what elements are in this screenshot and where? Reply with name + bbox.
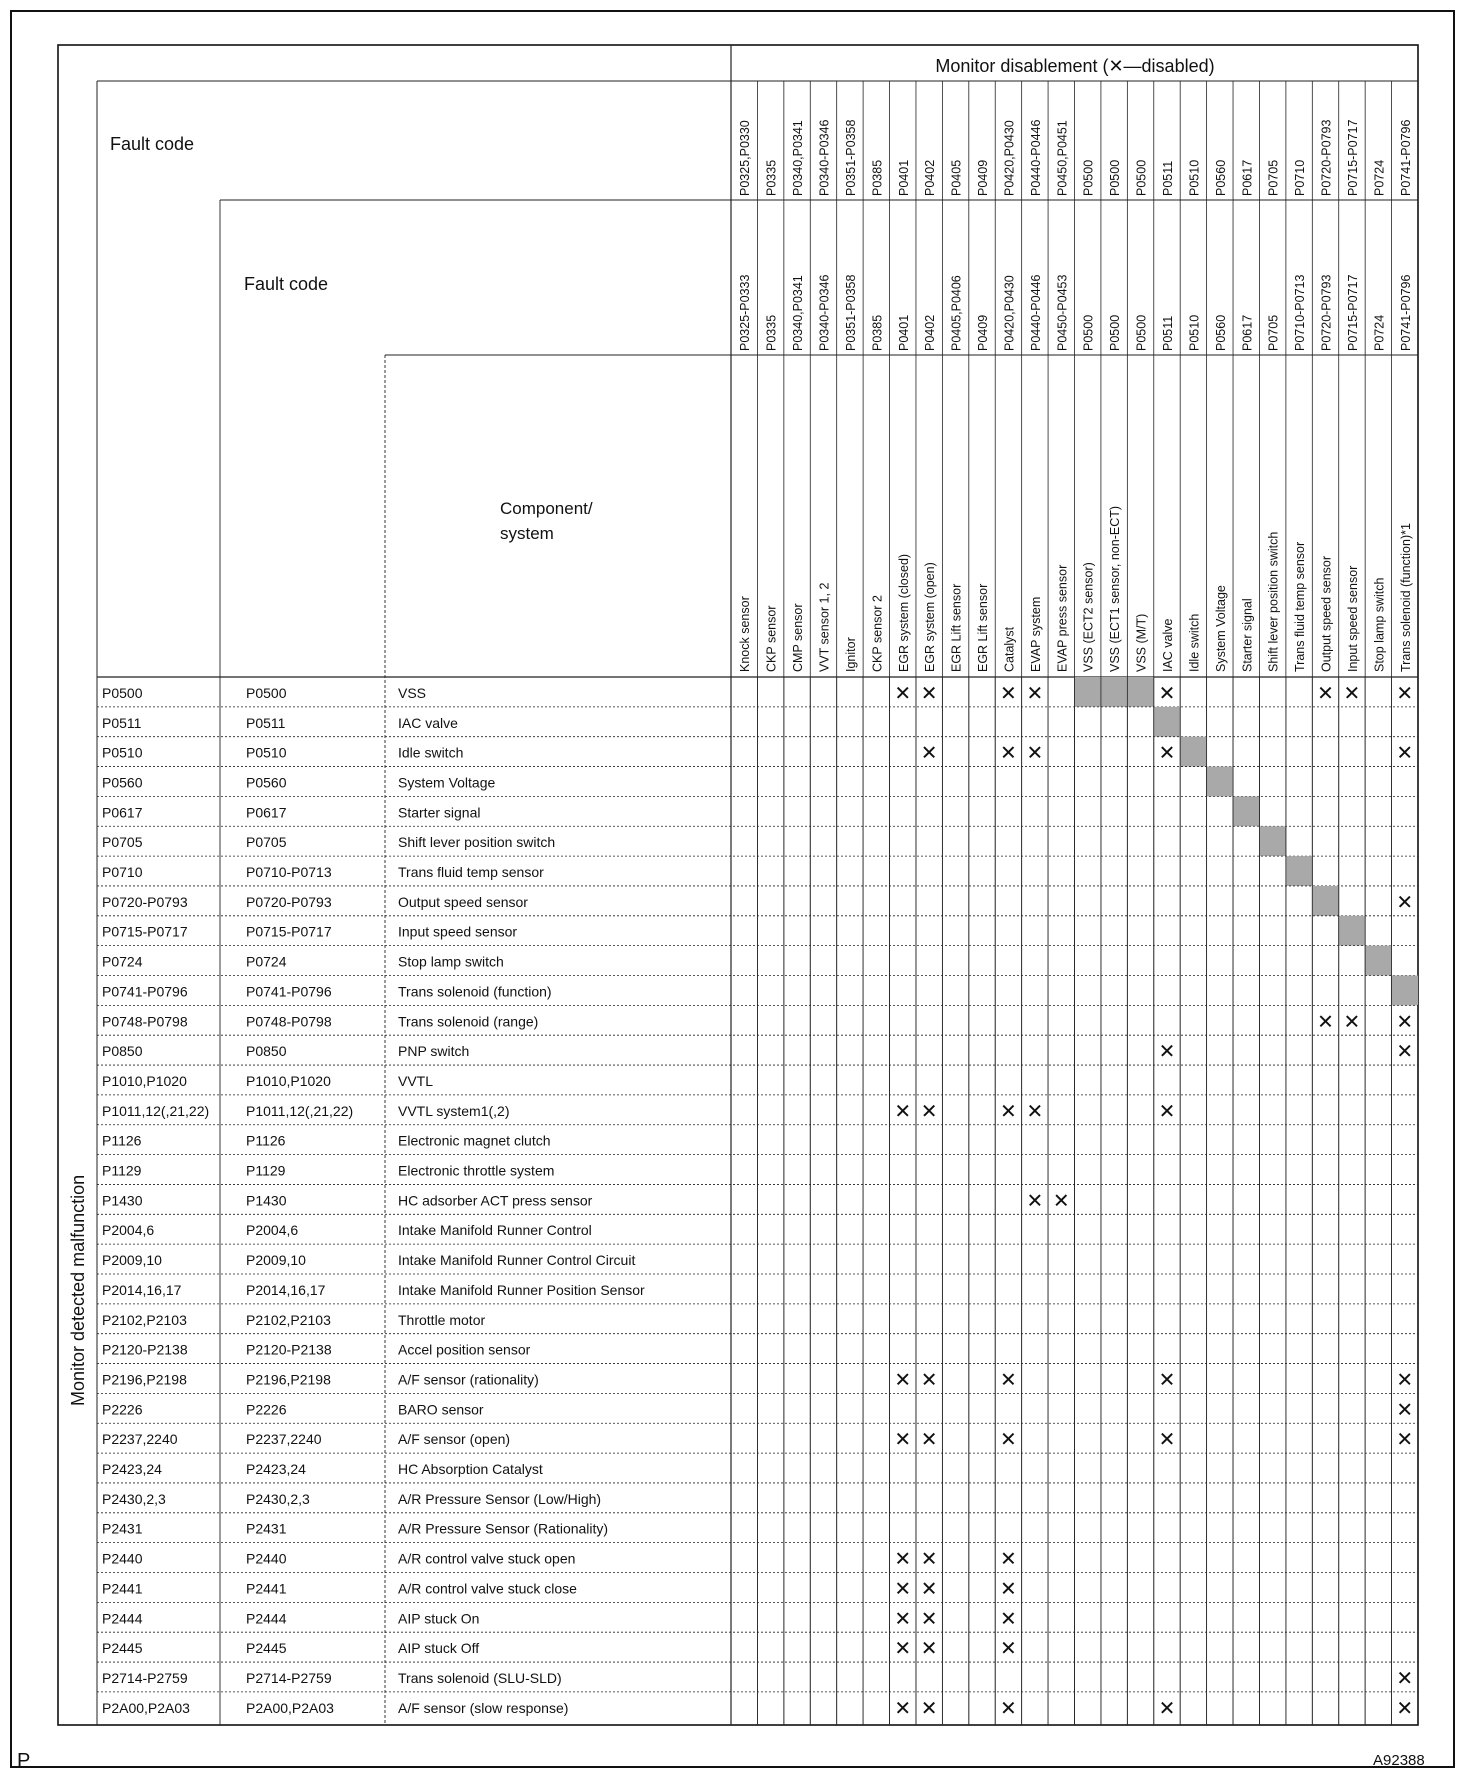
row-component: Trans solenoid (SLU-SLD) bbox=[398, 1669, 562, 1686]
row-fault-code: P2120-P2138 bbox=[102, 1341, 188, 1358]
row-fault-code-secondary: P0710-P0713 bbox=[246, 864, 332, 881]
row-fault-code-secondary: P0720-P0793 bbox=[246, 893, 332, 910]
row-component: Intake Manifold Runner Control bbox=[398, 1222, 592, 1239]
disabled-mark: ✕ bbox=[920, 1548, 938, 1571]
disabled-mark: ✕ bbox=[1396, 1399, 1414, 1422]
row-fault-code-secondary: P2009,10 bbox=[246, 1252, 306, 1269]
disabled-mark: ✕ bbox=[1343, 1011, 1361, 1034]
column-component-name: VVT sensor 1, 2 bbox=[817, 582, 832, 672]
row-fault-code: P2226 bbox=[102, 1401, 143, 1418]
row-fault-code-secondary: P2423,24 bbox=[246, 1461, 306, 1478]
row-fault-code-secondary: P0510 bbox=[246, 744, 287, 761]
disabled-mark: ✕ bbox=[1158, 1100, 1176, 1123]
row-fault-code-secondary: P2014,16,17 bbox=[246, 1281, 326, 1298]
disabled-mark: ✕ bbox=[1026, 1100, 1044, 1123]
row-fault-code: P0850 bbox=[102, 1043, 143, 1060]
row-component: VVTL system1(,2) bbox=[398, 1102, 510, 1119]
row-fault-code-secondary: P0617 bbox=[246, 804, 287, 821]
row-fault-code: P0741-P0796 bbox=[102, 983, 188, 1000]
disabled-mark: ✕ bbox=[920, 1638, 938, 1661]
row-fault-code-secondary: P2237,2240 bbox=[246, 1431, 322, 1448]
column-fault-code: P0325,P0330 bbox=[738, 120, 753, 196]
column-fault-code: P0402 bbox=[923, 159, 938, 196]
row-fault-code: P2445 bbox=[102, 1640, 143, 1657]
disabled-mark: ✕ bbox=[1158, 1369, 1176, 1392]
shaded-cell bbox=[1365, 946, 1391, 976]
row-component: Electronic magnet clutch bbox=[398, 1132, 551, 1149]
disabled-mark: ✕ bbox=[920, 1429, 938, 1452]
column-component-name: EGR Lift sensor bbox=[949, 583, 964, 672]
disabled-mark: ✕ bbox=[1000, 682, 1017, 705]
column-component-name: System Voltage bbox=[1213, 585, 1228, 672]
column-component-name: EVAP system bbox=[1028, 596, 1043, 672]
column-fault-code: P0335 bbox=[764, 159, 779, 196]
row-fault-code: P0724 bbox=[102, 953, 143, 970]
column-component-name: CMP sensor bbox=[791, 603, 806, 672]
disabled-mark: ✕ bbox=[1396, 1011, 1414, 1034]
disabled-mark: ✕ bbox=[1026, 1190, 1044, 1213]
disabled-mark: ✕ bbox=[1396, 1697, 1414, 1720]
disabled-mark: ✕ bbox=[1158, 1041, 1176, 1064]
column-fault-code: P0560 bbox=[1213, 159, 1228, 196]
row-fault-code-secondary: P0741-P0796 bbox=[246, 983, 332, 1000]
component-label: system bbox=[500, 524, 554, 543]
column-fault-code: P0500 bbox=[1134, 159, 1149, 196]
row-fault-code: P2423,24 bbox=[102, 1461, 162, 1478]
column-fault-code: P0617 bbox=[1240, 159, 1255, 196]
disabled-mark: ✕ bbox=[894, 1429, 912, 1452]
column-fault-code-secondary: P0710-P0713 bbox=[1293, 274, 1308, 351]
row-component: Electronic throttle system bbox=[398, 1162, 555, 1179]
column-component-name: VSS (ECT1 sensor, non-ECT) bbox=[1108, 505, 1123, 672]
side-label: Monitor detected malfunction bbox=[68, 1174, 88, 1406]
column-fault-code: P0385 bbox=[870, 159, 885, 196]
disabled-mark: ✕ bbox=[1026, 742, 1044, 765]
row-fault-code: P2714-P2759 bbox=[102, 1669, 188, 1686]
column-component-name: EVAP press sensor bbox=[1055, 564, 1070, 672]
column-component-name: EGR system (closed) bbox=[896, 553, 911, 672]
shaded-cell bbox=[1259, 826, 1285, 856]
column-fault-code-secondary: P0715-P0717 bbox=[1345, 274, 1360, 351]
disabled-mark: ✕ bbox=[1000, 1100, 1017, 1123]
row-fault-code: P0720-P0793 bbox=[102, 893, 188, 910]
row-component: A/F sensor (rationality) bbox=[398, 1371, 539, 1388]
row-component: Trans fluid temp sensor bbox=[398, 864, 544, 881]
disabled-mark: ✕ bbox=[1000, 1638, 1017, 1661]
disabled-mark: ✕ bbox=[894, 1100, 912, 1123]
row-fault-code: P0715-P0717 bbox=[102, 923, 188, 940]
column-fault-code-secondary: P0409 bbox=[976, 314, 991, 351]
column-fault-code: P0720-P0793 bbox=[1319, 119, 1334, 196]
shaded-cell bbox=[1127, 677, 1153, 707]
row-fault-code: P0560 bbox=[102, 774, 143, 791]
column-component-name: Output speed sensor bbox=[1319, 555, 1334, 672]
row-component: Output speed sensor bbox=[398, 893, 528, 910]
component-label: Component/ bbox=[500, 499, 593, 518]
disabled-mark: ✕ bbox=[920, 1100, 938, 1123]
column-fault-code-secondary: P0510 bbox=[1187, 314, 1202, 351]
row-component: A/F sensor (slow response) bbox=[398, 1699, 569, 1716]
row-fault-code: P2009,10 bbox=[102, 1252, 162, 1269]
row-component: AIP stuck Off bbox=[398, 1640, 480, 1657]
row-fault-code-secondary: P1011,12(,21,22) bbox=[246, 1102, 354, 1119]
shaded-cell bbox=[1312, 886, 1338, 916]
shaded-cell bbox=[1286, 856, 1312, 886]
corner-letter: P bbox=[17, 1750, 31, 1772]
row-fault-code-secondary: P1126 bbox=[246, 1132, 286, 1149]
row-component: Throttle motor bbox=[398, 1311, 486, 1328]
column-fault-code: P0450,P0451 bbox=[1055, 120, 1070, 196]
row-fault-code-secondary: P1430 bbox=[246, 1192, 287, 1209]
disabled-mark: ✕ bbox=[1000, 1369, 1017, 1392]
disabled-mark: ✕ bbox=[894, 1697, 912, 1720]
column-component-name: Catalyst bbox=[1002, 626, 1017, 672]
row-component: System Voltage bbox=[398, 774, 496, 791]
column-fault-code: P0510 bbox=[1187, 159, 1202, 196]
row-component: Starter signal bbox=[398, 804, 481, 821]
disabled-mark: ✕ bbox=[1000, 1697, 1017, 1720]
row-fault-code: P1010,P1020 bbox=[102, 1072, 187, 1089]
column-component-name: Trans solenoid (function)*1 bbox=[1398, 523, 1413, 672]
row-fault-code-secondary: P2444 bbox=[246, 1610, 287, 1627]
column-fault-code-secondary: P0420,P0430 bbox=[1002, 275, 1017, 351]
column-fault-code: P0440-P0446 bbox=[1028, 119, 1043, 196]
column-component-name: Ignitor bbox=[843, 637, 858, 672]
column-fault-code-secondary: P0405,P0406 bbox=[949, 275, 964, 351]
row-fault-code-secondary: P2120-P2138 bbox=[246, 1341, 332, 1358]
column-fault-code-secondary: P0340,P0341 bbox=[791, 275, 806, 351]
row-fault-code-secondary: P2445 bbox=[246, 1640, 287, 1657]
column-fault-code-secondary: P0500 bbox=[1081, 314, 1096, 351]
row-component: Trans solenoid (function) bbox=[398, 983, 552, 1000]
row-fault-code: P2014,16,17 bbox=[102, 1281, 182, 1298]
column-fault-code: P0409 bbox=[976, 159, 991, 196]
column-component-name: Input speed sensor bbox=[1345, 565, 1360, 672]
disabled-mark: ✕ bbox=[1317, 682, 1334, 705]
shaded-cell bbox=[1101, 677, 1127, 707]
row-fault-code-secondary: P2431 bbox=[246, 1520, 287, 1537]
row-fault-code-secondary: P0560 bbox=[246, 774, 287, 791]
row-fault-code: P0617 bbox=[102, 804, 143, 821]
row-component: Shift lever position switch bbox=[398, 834, 556, 851]
disabled-mark: ✕ bbox=[894, 1608, 912, 1631]
column-fault-code: P0715-P0717 bbox=[1345, 119, 1360, 196]
column-fault-code: P0500 bbox=[1081, 159, 1096, 196]
disabled-mark: ✕ bbox=[1000, 1608, 1017, 1631]
row-component: PNP switch bbox=[398, 1043, 470, 1060]
row-component: Intake Manifold Runner Position Sensor bbox=[398, 1281, 645, 1298]
column-fault-code: P0405 bbox=[949, 159, 964, 196]
disabled-mark: ✕ bbox=[1343, 682, 1361, 705]
shaded-cell bbox=[1075, 677, 1101, 707]
disabled-mark: ✕ bbox=[920, 1369, 938, 1392]
row-fault-code: P1126 bbox=[102, 1132, 142, 1149]
row-fault-code: P1430 bbox=[102, 1192, 143, 1209]
column-fault-code-secondary: P0440-P0446 bbox=[1028, 274, 1043, 351]
disabled-mark: ✕ bbox=[1158, 682, 1176, 705]
shaded-cell bbox=[1180, 737, 1206, 767]
shaded-cell bbox=[1339, 916, 1365, 946]
column-fault-code-secondary: P0511 bbox=[1160, 315, 1175, 351]
column-fault-code-secondary: P0560 bbox=[1213, 314, 1228, 351]
row-component: A/R control valve stuck close bbox=[398, 1580, 577, 1597]
row-component: VSS bbox=[398, 684, 427, 701]
row-fault-code: P2440 bbox=[102, 1550, 143, 1567]
row-fault-code-secondary: P2196,P2198 bbox=[246, 1371, 331, 1388]
shaded-cell bbox=[1154, 707, 1180, 737]
row-component: A/R control valve stuck open bbox=[398, 1550, 576, 1567]
disabled-mark: ✕ bbox=[1396, 1041, 1414, 1064]
row-fault-code-secondary: P2226 bbox=[246, 1401, 287, 1418]
column-fault-code-secondary: P0724 bbox=[1372, 314, 1387, 351]
column-fault-code: P0351-P0358 bbox=[843, 119, 858, 196]
row-fault-code: P2004,6 bbox=[102, 1222, 155, 1239]
disabled-mark: ✕ bbox=[894, 682, 912, 705]
disabled-mark: ✕ bbox=[920, 1608, 938, 1631]
row-component: A/F sensor (open) bbox=[398, 1431, 511, 1448]
column-component-name: CKP sensor 2 bbox=[870, 595, 885, 672]
column-fault-code: P0705 bbox=[1266, 159, 1281, 196]
column-fault-code: P0710 bbox=[1293, 159, 1308, 196]
row-component: Stop lamp switch bbox=[398, 953, 504, 970]
row-fault-code: P2444 bbox=[102, 1610, 143, 1627]
disabled-mark: ✕ bbox=[1052, 1190, 1070, 1213]
row-fault-code-secondary: P2441 bbox=[246, 1580, 287, 1597]
disabled-mark: ✕ bbox=[1000, 1578, 1017, 1601]
column-fault-code-secondary: P0705 bbox=[1266, 314, 1281, 351]
shaded-cell bbox=[1392, 976, 1418, 1006]
column-component-name: VSS (ECT2 sensor) bbox=[1081, 562, 1096, 672]
row-fault-code-secondary: P2440 bbox=[246, 1550, 287, 1567]
disabled-mark: ✕ bbox=[1158, 1429, 1176, 1452]
disabled-mark: ✕ bbox=[1396, 1429, 1414, 1452]
column-component-name: Starter signal bbox=[1240, 598, 1255, 672]
disabled-mark: ✕ bbox=[920, 742, 938, 765]
row-fault-code-secondary: P2102,P2103 bbox=[246, 1311, 331, 1328]
row-fault-code-secondary: P0500 bbox=[246, 684, 287, 701]
row-fault-code: P2430,2,3 bbox=[102, 1490, 166, 1507]
column-fault-code: P0724 bbox=[1372, 159, 1387, 196]
row-fault-code: P2102,P2103 bbox=[102, 1311, 187, 1328]
row-fault-code: P2A00,P2A03 bbox=[102, 1699, 190, 1716]
column-fault-code-secondary: P0450-P0453 bbox=[1055, 274, 1070, 351]
column-fault-code-secondary: P0402 bbox=[923, 314, 938, 351]
disabled-mark: ✕ bbox=[1396, 682, 1414, 705]
column-component-name: CKP sensor bbox=[764, 605, 779, 672]
row-fault-code-secondary: P2430,2,3 bbox=[246, 1490, 310, 1507]
disabled-mark: ✕ bbox=[1158, 742, 1176, 765]
row-fault-code: P1129 bbox=[102, 1162, 142, 1179]
row-fault-code-secondary: P0850 bbox=[246, 1043, 287, 1060]
disabled-mark: ✕ bbox=[1026, 682, 1044, 705]
row-fault-code: P0500 bbox=[102, 684, 143, 701]
row-component: Accel position sensor bbox=[398, 1341, 531, 1358]
column-fault-code: P0741-P0796 bbox=[1398, 119, 1413, 196]
column-fault-code-secondary: P0720-P0793 bbox=[1319, 274, 1334, 351]
row-component: HC adsorber ACT press sensor bbox=[398, 1192, 593, 1209]
disabled-mark: ✕ bbox=[920, 682, 938, 705]
row-fault-code-secondary: P0511 bbox=[246, 714, 286, 731]
row-fault-code-secondary: P0705 bbox=[246, 834, 287, 851]
monitor-disablement-header: Monitor disablement (✕—disabled) bbox=[935, 56, 1215, 76]
row-fault-code: P0748-P0798 bbox=[102, 1013, 188, 1030]
column-fault-code-secondary: P0325-P0333 bbox=[738, 274, 753, 351]
column-fault-code-secondary: P0351-P0358 bbox=[843, 274, 858, 351]
disabled-mark: ✕ bbox=[1000, 1429, 1017, 1452]
row-fault-code-secondary: P1129 bbox=[246, 1162, 286, 1179]
column-fault-code-secondary: P0741-P0796 bbox=[1398, 274, 1413, 351]
disabled-mark: ✕ bbox=[1396, 1369, 1414, 1392]
row-component: AIP stuck On bbox=[398, 1610, 480, 1627]
disabled-mark: ✕ bbox=[894, 1638, 912, 1661]
column-fault-code-secondary: P0500 bbox=[1134, 314, 1149, 351]
column-component-name: Idle switch bbox=[1187, 613, 1202, 672]
disabled-mark: ✕ bbox=[920, 1578, 938, 1601]
disabled-mark: ✕ bbox=[1396, 742, 1414, 765]
disabled-mark: ✕ bbox=[894, 1548, 912, 1571]
column-fault-code-secondary: P0385 bbox=[870, 314, 885, 351]
column-fault-code: P0340-P0346 bbox=[817, 119, 832, 196]
row-fault-code-secondary: P2004,6 bbox=[246, 1222, 299, 1239]
row-component: Trans solenoid (range) bbox=[398, 1013, 539, 1030]
column-fault-code-secondary: P0617 bbox=[1240, 314, 1255, 351]
shaded-cell bbox=[1207, 767, 1233, 797]
column-fault-code: P0420,P0430 bbox=[1002, 120, 1017, 196]
disabled-mark: ✕ bbox=[1396, 891, 1414, 914]
row-component: BARO sensor bbox=[398, 1401, 484, 1418]
column-fault-code: P0401 bbox=[896, 159, 911, 196]
figure-id: A92388 bbox=[1373, 1752, 1425, 1769]
disabled-mark: ✕ bbox=[894, 1578, 912, 1601]
disabled-mark: ✕ bbox=[1158, 1697, 1176, 1720]
row-fault-code-secondary: P2714-P2759 bbox=[246, 1669, 332, 1686]
row-component: HC Absorption Catalyst bbox=[398, 1461, 543, 1478]
row-component: Input speed sensor bbox=[398, 923, 518, 940]
row-fault-code: P1011,12(,21,22) bbox=[102, 1102, 210, 1119]
column-fault-code: P0511 bbox=[1160, 160, 1175, 196]
disabled-mark: ✕ bbox=[1000, 742, 1017, 765]
disabled-mark: ✕ bbox=[1396, 1667, 1414, 1690]
row-fault-code: P2441 bbox=[102, 1580, 143, 1597]
row-fault-code-secondary: P2A00,P2A03 bbox=[246, 1699, 334, 1716]
column-fault-code: P0500 bbox=[1108, 159, 1123, 196]
row-fault-code: P0705 bbox=[102, 834, 143, 851]
row-fault-code: P0510 bbox=[102, 744, 143, 761]
column-fault-code-secondary: P0500 bbox=[1108, 314, 1123, 351]
row-fault-code-secondary: P0748-P0798 bbox=[246, 1013, 332, 1030]
column-component-name: Knock sensor bbox=[738, 596, 753, 672]
column-component-name: VSS (M/T) bbox=[1134, 613, 1149, 672]
column-fault-code-secondary: P0340-P0346 bbox=[817, 274, 832, 351]
row-fault-code-secondary: P0715-P0717 bbox=[246, 923, 332, 940]
column-component-name: Stop lamp switch bbox=[1372, 577, 1387, 672]
row-component: Idle switch bbox=[398, 744, 464, 761]
shaded-cell bbox=[1233, 796, 1259, 826]
disabled-mark: ✕ bbox=[1317, 1011, 1334, 1034]
column-component-name: Shift lever position switch bbox=[1266, 531, 1281, 672]
row-component: A/R Pressure Sensor (Rationality) bbox=[398, 1520, 609, 1537]
row-fault-code: P2196,P2198 bbox=[102, 1371, 187, 1388]
column-fault-code-secondary: P0335 bbox=[764, 314, 779, 351]
column-fault-code-secondary: P0401 bbox=[896, 314, 911, 351]
column-fault-code: P0340,P0341 bbox=[791, 120, 806, 196]
row-component: A/R Pressure Sensor (Low/High) bbox=[398, 1490, 602, 1507]
fault-code-label: Fault code bbox=[110, 134, 195, 154]
row-fault-code: P2431 bbox=[102, 1520, 143, 1537]
fault-code-label-secondary: Fault code bbox=[244, 274, 329, 294]
disabled-mark: ✕ bbox=[920, 1697, 938, 1720]
column-component-name: Trans fluid temp sensor bbox=[1293, 541, 1308, 672]
column-component-name: EGR system (open) bbox=[923, 562, 938, 672]
column-component-name: EGR Lift sensor bbox=[976, 583, 991, 672]
row-fault-code-secondary: P1010,P1020 bbox=[246, 1072, 331, 1089]
row-fault-code: P0710 bbox=[102, 864, 143, 881]
row-component: IAC valve bbox=[398, 714, 458, 731]
disabled-mark: ✕ bbox=[894, 1369, 912, 1392]
row-component: VVTL bbox=[398, 1072, 434, 1089]
row-fault-code: P2237,2240 bbox=[102, 1431, 178, 1448]
row-fault-code-secondary: P0724 bbox=[246, 953, 287, 970]
disabled-mark: ✕ bbox=[1000, 1548, 1017, 1571]
row-fault-code: P0511 bbox=[102, 714, 142, 731]
row-component: Intake Manifold Runner Control Circuit bbox=[398, 1252, 636, 1269]
column-component-name: IAC valve bbox=[1160, 618, 1175, 672]
